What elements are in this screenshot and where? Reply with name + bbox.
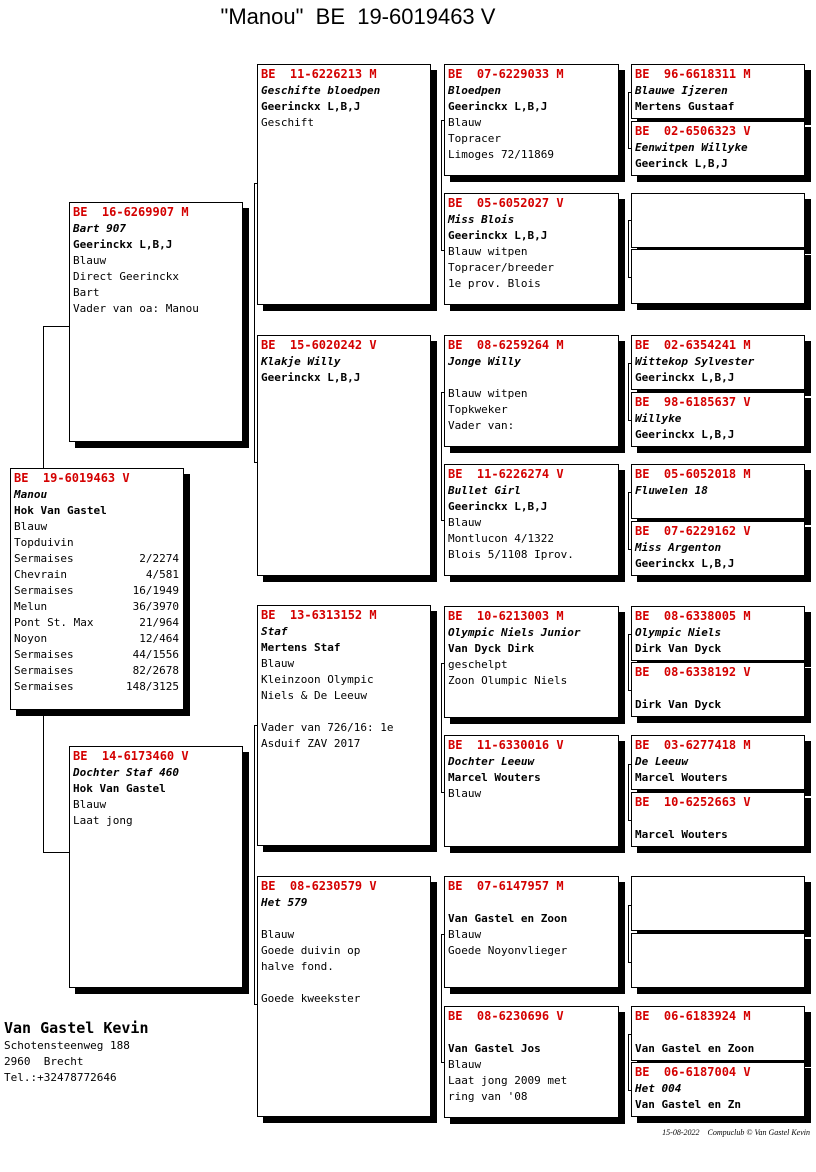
tree-connector	[254, 725, 255, 1004]
detail-line: Geschift	[261, 116, 314, 129]
detail-line: Vader van:	[448, 419, 515, 432]
detail-line	[261, 975, 426, 991]
detail-line: Goede duivin op	[261, 944, 361, 957]
detail-line: Zoon Olumpic Niels	[448, 674, 568, 687]
ancestor-card[interactable]	[631, 662, 805, 717]
pigeon-details	[448, 483, 614, 563]
race-result	[14, 663, 179, 679]
detail-line: Topkweker	[448, 403, 508, 416]
tree-connector	[43, 852, 70, 853]
tree-connector	[628, 764, 629, 820]
pigeon-details	[448, 625, 614, 689]
detail-line	[448, 895, 614, 911]
detail-line: ring van '08	[448, 1090, 528, 1103]
ancestor-card[interactable]	[631, 933, 805, 988]
breeder-name: Van Gastel en Zn	[635, 1098, 741, 1111]
detail-line: Topracer/breeder	[448, 261, 554, 274]
breeder-name: Geerinckx L,B,J	[261, 371, 361, 384]
owner-street: Schotensteenweg 188	[4, 1039, 130, 1052]
ring-number: BE 15-6020242 V	[261, 338, 377, 352]
race-place: Sermaises	[14, 648, 74, 661]
detail-line: Goede Noyonvlieger	[448, 944, 568, 957]
race-result	[14, 599, 179, 615]
pigeon-name: Jonge Willy	[448, 355, 521, 368]
grandparent-card[interactable]	[257, 335, 431, 576]
pigeon-name: Staf	[261, 625, 288, 638]
pigeon-details	[635, 754, 800, 786]
pigeon-name: Olympic Niels	[635, 626, 722, 639]
detail-line: Blauw	[448, 787, 482, 800]
detail-line: Blauw	[448, 116, 482, 129]
tree-connector	[441, 392, 442, 520]
ring-number: BE 08-6259264 M	[448, 338, 564, 352]
ring-number: BE 03-6277418 M	[635, 738, 751, 752]
footer-credit: 15-08-2022 Compuclub © Van Gastel Kevin	[662, 1128, 810, 1137]
pigeon-details	[261, 83, 426, 131]
race-place: Melun	[14, 600, 48, 613]
pigeon-details	[635, 140, 800, 172]
breeder-name: Geerinckx L,B,J	[635, 371, 735, 384]
detail-line: 1e prov. Blois	[448, 277, 541, 290]
breeder-name: Van Gastel en Zoon	[448, 912, 568, 925]
detail-line	[635, 811, 800, 827]
ancestor-card[interactable]	[631, 64, 805, 119]
pigeon-name: Manou	[14, 488, 48, 501]
pigeon-details	[448, 354, 614, 434]
ancestor-card[interactable]	[631, 735, 805, 790]
tree-connector	[628, 363, 629, 420]
race-rank: 36/3970	[132, 600, 179, 613]
breeder-name: Mertens Gustaaf	[635, 100, 735, 113]
ring-number: BE 14-6173460 V	[73, 749, 189, 763]
grandparent-card[interactable]	[257, 64, 431, 305]
breeder-name: Geerinckx L,B,J	[448, 100, 548, 113]
detail-line: Asduif ZAV 2017	[261, 737, 361, 750]
ancestor-card[interactable]	[631, 876, 805, 931]
detail-line: Blauw	[73, 798, 107, 811]
detail-line: Limoges 72/11869	[448, 148, 554, 161]
pigeon-name: Bart 907	[73, 222, 126, 235]
tree-connector	[628, 92, 629, 148]
father-card[interactable]	[69, 202, 243, 442]
ring-number: BE 08-6230579 V	[261, 879, 377, 893]
pigeon-details	[73, 221, 238, 317]
race-place: Pont St. Max	[14, 616, 94, 629]
grandparent-card[interactable]	[257, 605, 431, 846]
tree-connector	[628, 492, 629, 549]
detail-line: Blauw	[448, 516, 482, 529]
subject-pigeon-card[interactable]	[10, 468, 184, 710]
tree-connector	[628, 220, 629, 277]
great-grandparent-card[interactable]	[444, 876, 619, 988]
breeder-name: Mertens Staf	[261, 641, 341, 654]
pigeon-details	[635, 625, 800, 657]
great-grandparent-card[interactable]	[444, 464, 619, 576]
great-grandparent-card[interactable]	[444, 1006, 619, 1118]
pigeon-details	[635, 483, 800, 499]
ring-number: BE 11-6226274 V	[448, 467, 564, 481]
ring-number: BE 10-6213003 M	[448, 609, 564, 623]
pigeon-details	[635, 83, 800, 115]
race-place: Noyon	[14, 632, 48, 645]
race-result	[14, 631, 179, 647]
owner-city: 2960 Brecht	[4, 1055, 84, 1068]
breeder-name: Geerinckx L,B,J	[261, 100, 361, 113]
ring-number: BE 08-6338005 M	[635, 609, 751, 623]
tree-connector	[43, 326, 44, 468]
tree-connector	[628, 1034, 629, 1090]
great-grandparent-card[interactable]	[444, 606, 619, 718]
pigeon-details	[635, 1025, 800, 1057]
breeder-name: Marcel Wouters	[635, 828, 728, 841]
pigeon-name: Dochter Leeuw	[448, 755, 535, 768]
ring-number: BE 02-6506323 V	[635, 124, 751, 138]
detail-line: Goede kweekster	[261, 992, 361, 1005]
race-rank: 4/581	[145, 568, 179, 581]
race-place: Chevrain	[14, 568, 67, 581]
ancestor-card[interactable]	[631, 521, 805, 576]
pigeon-name: Geschifte bloedpen	[261, 84, 381, 97]
ring-number: BE 98-6185637 V	[635, 395, 751, 409]
race-result	[14, 679, 179, 695]
breeder-name: Marcel Wouters	[635, 771, 728, 784]
tree-connector	[441, 934, 442, 1062]
race-rank: 12/464	[139, 632, 179, 645]
pigeon-name: Het 004	[635, 1082, 682, 1095]
ring-number: BE 05-6052018 M	[635, 467, 751, 481]
pigeon-name: Bullet Girl	[448, 484, 521, 497]
breeder-name: Van Dyck Dirk	[448, 642, 535, 655]
breeder-name: Marcel Wouters	[448, 771, 541, 784]
detail-line: Blauw witpen	[448, 387, 528, 400]
pigeon-details	[635, 411, 800, 443]
pedigree-title: "Manou" BE 19-6019463 V	[220, 4, 496, 29]
race-rank: 16/1949	[132, 584, 179, 597]
pigeon-details	[261, 624, 426, 752]
tree-connector	[254, 183, 255, 462]
mother-card[interactable]	[69, 746, 243, 988]
tree-connector	[441, 663, 442, 792]
ancestor-card[interactable]	[631, 464, 805, 519]
ring-number: BE 11-6330016 V	[448, 738, 564, 752]
breeder-name: Geerinckx L,B,J	[73, 238, 173, 251]
ring-number: BE 96-6618311 M	[635, 67, 751, 81]
pigeon-name: Miss Argenton	[635, 541, 722, 554]
breeder-name: Hok Van Gastel	[73, 782, 166, 795]
pigeon-details	[635, 681, 800, 713]
pigeon-details	[448, 212, 614, 292]
detail-line: Laat jong 2009 met	[448, 1074, 568, 1087]
pigeon-details	[14, 487, 179, 695]
race-place: Sermaises	[14, 680, 74, 693]
breeder-name: Hok Van Gastel	[14, 504, 107, 517]
detail-line: Kleinzoon Olympic	[261, 673, 374, 686]
pigeon-details	[448, 1025, 614, 1105]
detail-line: Blauw	[448, 928, 482, 941]
breeder-name: Dirk Van Dyck	[635, 642, 722, 655]
great-grandparent-card[interactable]	[444, 335, 619, 447]
detail-line: Blauw	[73, 254, 107, 267]
breeder-name: Geerinck L,B,J	[635, 157, 728, 170]
race-result	[14, 615, 179, 631]
ring-number: BE 11-6226213 M	[261, 67, 377, 81]
detail-line: Vader van oa: Manou	[73, 302, 199, 315]
race-rank: 82/2678	[132, 664, 179, 677]
tree-connector	[43, 710, 44, 852]
detail-line: Vader van 726/16: 1e	[261, 721, 394, 734]
ring-number: BE 08-6230696 V	[448, 1009, 564, 1023]
race-result	[14, 583, 179, 599]
detail-line: Direct Geerinckx	[73, 270, 179, 283]
detail-line: Blauw witpen	[448, 245, 528, 258]
race-place: Sermaises	[14, 552, 74, 565]
owner-phone: Tel.:+32478772646	[4, 1071, 117, 1084]
detail-line	[635, 1025, 800, 1041]
race-rank: 21/964	[139, 616, 179, 629]
detail-line: Montlucon 4/1322	[448, 532, 554, 545]
detail-line: halve fond.	[261, 960, 334, 973]
breeder-name: Geerinckx L,B,J	[448, 229, 548, 242]
detail-line	[261, 911, 426, 927]
ring-number: BE 02-6354241 M	[635, 338, 751, 352]
detail-line: Blauw	[14, 520, 48, 533]
pigeon-name: De Leeuw	[635, 755, 688, 768]
detail-line	[261, 704, 426, 720]
pigeon-details	[448, 895, 614, 959]
detail-line: Topduivin	[14, 536, 74, 549]
detail-line: Blauw	[448, 1058, 482, 1071]
detail-line	[635, 681, 800, 697]
pigeon-name: Miss Blois	[448, 213, 515, 226]
pigeon-name: Fluwelen 18	[635, 484, 708, 497]
pigeon-name: Eenwitpen Willyke	[635, 141, 748, 154]
pigeon-details	[448, 754, 614, 802]
detail-line: Blauw	[261, 928, 295, 941]
ring-number: BE 07-6147957 M	[448, 879, 564, 893]
detail-line: Blauw	[261, 657, 295, 670]
tree-connector	[628, 905, 629, 962]
race-rank: 2/2274	[139, 552, 179, 565]
breeder-name: Geerinckx L,B,J	[635, 557, 735, 570]
pigeon-details	[635, 811, 800, 843]
ancestor-card[interactable]	[631, 193, 805, 248]
pigeon-name: Het 579	[261, 896, 308, 909]
race-result	[14, 647, 179, 663]
pigeon-name: Klakje Willy	[261, 355, 341, 368]
pigeon-details	[261, 895, 426, 1007]
pigeon-details	[635, 1081, 800, 1113]
ancestor-card[interactable]	[631, 1006, 805, 1061]
race-place: Sermaises	[14, 584, 74, 597]
tree-connector	[43, 326, 70, 327]
pigeon-details	[448, 83, 614, 163]
ring-number: BE 07-6229162 V	[635, 524, 751, 538]
pigeon-details	[73, 765, 238, 829]
race-result	[14, 567, 179, 583]
ring-number: BE 07-6229033 M	[448, 67, 564, 81]
detail-line	[448, 370, 614, 386]
ring-number: BE 13-6313152 M	[261, 608, 377, 622]
detail-line: Niels & De Leeuw	[261, 689, 367, 702]
grandparent-card[interactable]	[257, 876, 431, 1117]
owner-block	[4, 1018, 149, 1086]
race-rank: 44/1556	[132, 648, 179, 661]
breeder-name: Van Gastel Jos	[448, 1042, 541, 1055]
ring-number: BE 06-6183924 M	[635, 1009, 751, 1023]
race-place: Sermaises	[14, 664, 74, 677]
tree-connector	[441, 120, 442, 250]
detail-line: Bart	[73, 286, 100, 299]
detail-line: Laat jong	[73, 814, 133, 827]
detail-line: Blois 5/1108 Iprov.	[448, 548, 574, 561]
breeder-name: Geerinckx L,B,J	[448, 500, 548, 513]
ring-number: BE 10-6252663 V	[635, 795, 751, 809]
ancestor-card[interactable]	[631, 249, 805, 304]
pigeon-name: Dochter Staf 460	[73, 766, 179, 779]
detail-line	[448, 1025, 614, 1041]
ancestor-card[interactable]	[631, 392, 805, 447]
pigeon-name: Willyke	[635, 412, 682, 425]
great-grandparent-card[interactable]	[444, 193, 619, 305]
pigeon-name: Bloedpen	[448, 84, 501, 97]
ancestor-card[interactable]	[631, 335, 805, 390]
owner-name: Van Gastel Kevin	[4, 1019, 149, 1037]
breeder-name: Geerinckx L,B,J	[635, 428, 735, 441]
race-result	[14, 551, 179, 567]
ring-number: BE 19-6019463 V	[14, 471, 130, 485]
tree-connector	[628, 634, 629, 690]
pigeon-details	[635, 354, 800, 386]
ring-number: BE 16-6269907 M	[73, 205, 189, 219]
pigeon-name: Wittekop Sylvester	[635, 355, 755, 368]
great-grandparent-card[interactable]	[444, 64, 619, 176]
breeder-name: Van Gastel en Zoon	[635, 1042, 755, 1055]
ancestor-card[interactable]	[631, 1062, 805, 1117]
ancestor-card[interactable]	[631, 606, 805, 661]
ring-number: BE 08-6338192 V	[635, 665, 751, 679]
pigeon-details	[635, 540, 800, 572]
pigeon-name: Blauwe Ijzeren	[635, 84, 728, 97]
great-grandparent-card[interactable]	[444, 735, 619, 847]
detail-line: Topracer	[448, 132, 501, 145]
pigeon-name: Olympic Niels Junior	[448, 626, 581, 639]
detail-line: geschelpt	[448, 658, 508, 671]
race-rank: 148/3125	[126, 680, 179, 693]
breeder-name: Dirk Van Dyck	[635, 698, 722, 711]
ancestor-card[interactable]	[631, 121, 805, 176]
ring-number: BE 06-6187004 V	[635, 1065, 751, 1079]
ring-number: BE 05-6052027 V	[448, 196, 564, 210]
ancestor-card[interactable]	[631, 792, 805, 847]
pigeon-details	[261, 354, 426, 386]
